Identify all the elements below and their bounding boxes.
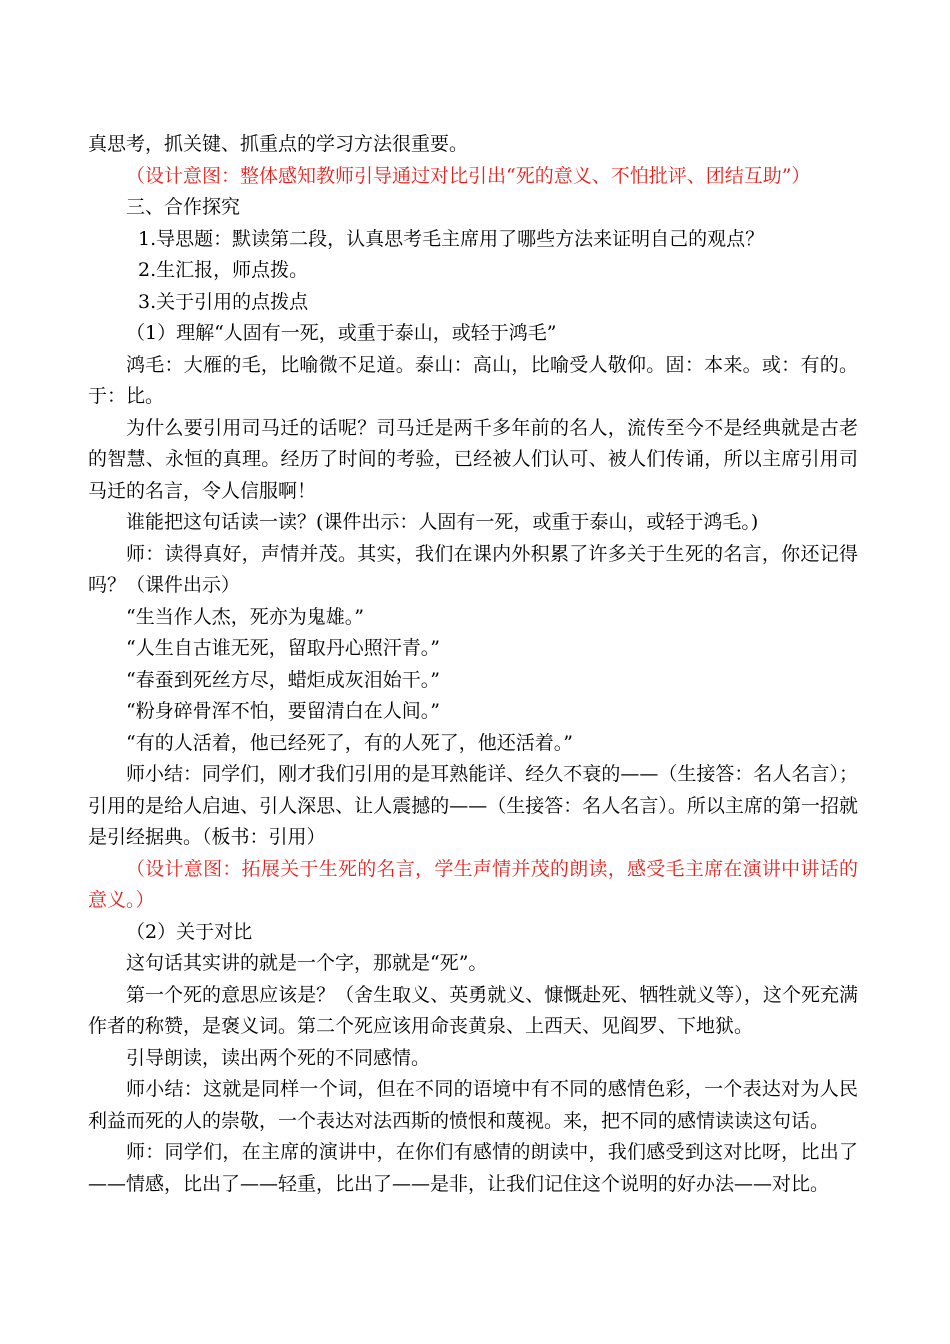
paragraph-study-method: 真思考，抓关键、抓重点的学习方法很重要。: [88, 133, 469, 155]
design-intent-note-2: （设计意图：拓展关于生死的名言，学生声情并茂的朗读，感受毛主席在演讲中讲话的意义。）: [88, 857, 858, 911]
student-report: 2.生汇报，师点拨。: [138, 259, 309, 281]
quotation-guidance-heading: 3.关于引用的点拨点: [138, 290, 309, 313]
quote-line-5: “有的人活着，他已经死了，有的人死了，他还活着。”: [126, 731, 573, 754]
paragraph-why-quote-sima-qian: 为什么要引用司马迁的话呢？司马迁是两千多年前的名人，流传至今不是经典就是古老的智慧、永恒的真理。经历了时间的考验，已经被人们认可、被人们传诵，所以主席引用司马迁的名言，令人信服啊！: [88, 416, 858, 502]
document-page: [88, 129, 858, 1200]
guide-question: 1.导思题：默读第二段，认真思考毛主席用了哪些方法来证明自己的观点？: [138, 227, 765, 250]
quote-line-3: “春蚕到死丝方尽，蜡炬成灰泪始干。”: [126, 668, 440, 691]
design-intent-note-1: （设计意图：整体感知教师引导通过对比引出“死的意义、不怕批评、团结互助”）: [126, 164, 811, 187]
paragraph-guided-reading: 引导朗读，读出两个死的不同感情。: [126, 1046, 431, 1069]
quote-line-4: “粉身碎骨浑不怕，要留清白在人间。”: [126, 700, 440, 722]
paragraph-teacher-praise: 师：读得真好，声情并茂。其实，我们在课内外积累了许多关于生死的名言，你还记得吗？（课件出示）: [88, 542, 858, 596]
paragraph-teacher-summary-emotion: 师小结：这就是同样一个词，但在不同的语境中有不同的感情色彩，一个表达对为人民利益而死的人的崇敬，一个表达对法西斯的愤恨和蔑视。来，把不同的感情读读这句话。: [88, 1078, 858, 1132]
paragraph-one-word-death: 这句话其实讲的就是一个字，那就是“死”。: [126, 952, 488, 974]
quote-line-2: “人生自古谁无死，留取丹心照汗青。”: [126, 637, 440, 659]
quote-line-1: “生当作人杰，死亦为鬼雄。”: [126, 605, 364, 628]
subheading-contrast: （2）关于对比: [126, 920, 253, 943]
paragraph-word-explanations: 鸿毛：大雁的毛，比喻微不足道。泰山：高山，比喻受人敬仰。固：本来。或：有的。于：比。: [88, 353, 858, 407]
section-heading-cooperative-inquiry: 三、合作探究: [126, 196, 241, 218]
paragraph-teacher-summary-quoting: 师小结：同学们，刚才我们引用的是耳熟能详、经久不衰的——（生接答：名人名言）；引用的是给人启迪、引人深思、让人震撼的——（生接答：名人名言）。所以主席的第一招就是引经据典。（板书：引用）: [88, 763, 858, 848]
paragraph-teacher-conclusion-contrast: 师：同学们，在主席的演讲中，在你们有感情的朗读中，我们感受到这对比呀，比出了——情感，比出了——轻重，比出了——是非，让我们记住这个说明的好办法——对比。: [88, 1141, 858, 1195]
subheading-understand-quote: （1）理解“人固有一死，或重于泰山，或轻于鸿毛”: [126, 322, 557, 344]
paragraph-read-aloud: 谁能把这句话读一读？(课件出示：人固有一死，或重于泰山，或轻于鸿毛。): [126, 511, 759, 533]
paragraph-two-deaths-meaning: 第一个死的意思应该是？（舍生取义、英勇就义、慷慨赴死、牺牲就义等），这个死充满作者的称赞，是褒义词。第二个死应该用命丧黄泉、上西天、见阎罗、下地狱。: [88, 983, 858, 1037]
